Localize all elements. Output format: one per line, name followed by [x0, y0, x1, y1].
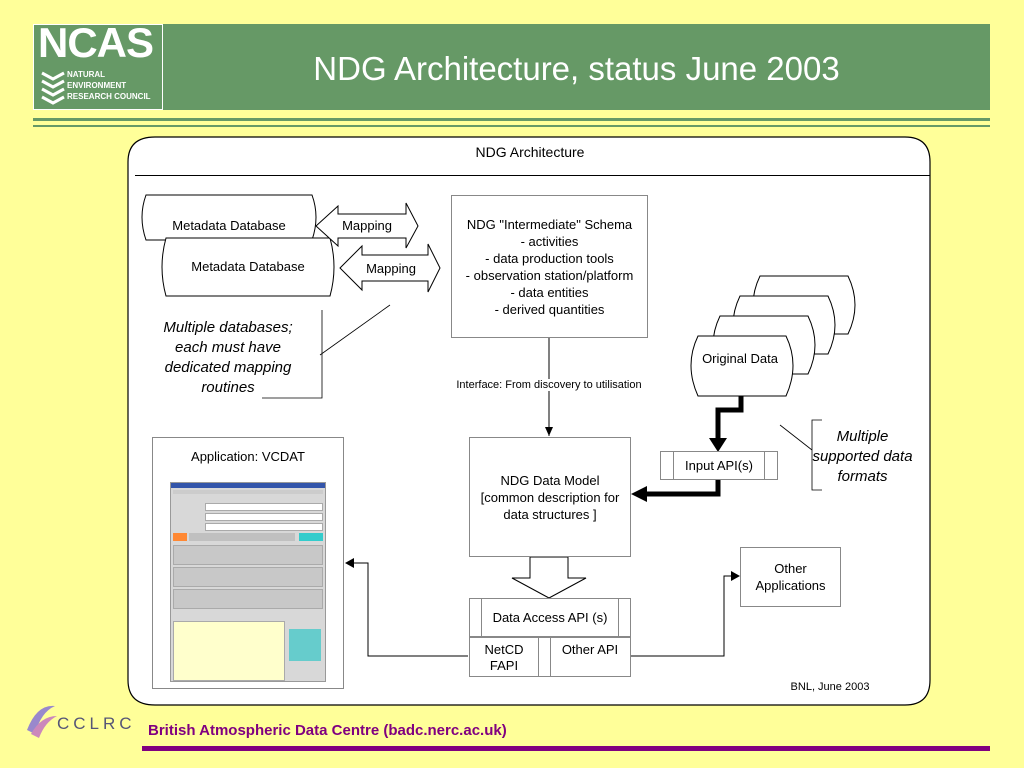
metadata-db-2: Metadata Database — [191, 259, 305, 274]
ncas-logo-line1: NATURAL — [67, 70, 106, 79]
mapping-label-1: Mapping — [342, 218, 392, 233]
schema-item: - activities — [520, 234, 579, 249]
other-api: Other API — [561, 642, 619, 657]
schema-item: - observation station/platform — [465, 268, 634, 283]
mapping-label-2: Mapping — [366, 261, 416, 276]
cclrc-logo-text: CCLRC — [57, 714, 136, 733]
data-access-api: Data Access API (s) — [492, 610, 608, 625]
metadata-db-1: Metadata Database — [172, 218, 286, 233]
ncas-logo-line3: RESEARCH COUNCIL — [67, 92, 151, 101]
schema-box — [451, 195, 648, 338]
footer-text: British Atmospheric Data Centre (badc.nerc.ac.uk) — [148, 722, 507, 739]
note-formats: Multiple supported data formats — [812, 428, 913, 485]
schema-title: NDG "Intermediate" Schema — [466, 217, 633, 232]
ncas-logo-text: NCAS — [38, 24, 154, 66]
api-row-box — [469, 637, 631, 677]
schema-item: - data production tools — [485, 251, 614, 266]
schema-item: - data entities — [510, 285, 589, 300]
slide-title: NDG Architecture, status June 2003 — [313, 50, 840, 87]
note-databases: Multiple databases; each must have dedicated mapping routines — [163, 319, 293, 396]
netcdf-api: NetCD FAPI — [484, 642, 524, 673]
ncas-logo-line2: ENVIRONMENT — [67, 81, 127, 90]
interface-label: Interface: From discovery to utilisation — [456, 379, 642, 391]
diagram-credit: BNL, June 2003 — [790, 681, 870, 693]
cclrc-logo — [23, 698, 135, 742]
data-model: NDG Data Model [common description for data structures ] — [480, 473, 620, 522]
cclrc-emblem-icon — [23, 700, 59, 740]
data-access-api-box — [469, 598, 631, 637]
application-box — [152, 437, 344, 689]
vcdat-screenshot — [170, 482, 326, 682]
other-applications: Other Applications — [755, 561, 826, 593]
diagram-title: NDG Architecture — [475, 144, 585, 160]
data-model-box — [469, 437, 631, 557]
footer-rule — [142, 746, 990, 751]
schema-item: - derived quantities — [494, 302, 605, 317]
original-data: Original Data — [702, 351, 778, 366]
other-applications-box — [740, 547, 841, 607]
diagram-title-divider — [135, 175, 930, 176]
application-label: Application: VCDAT — [191, 449, 305, 464]
input-api: Input API(s) — [685, 458, 753, 473]
input-api-box — [660, 451, 778, 480]
